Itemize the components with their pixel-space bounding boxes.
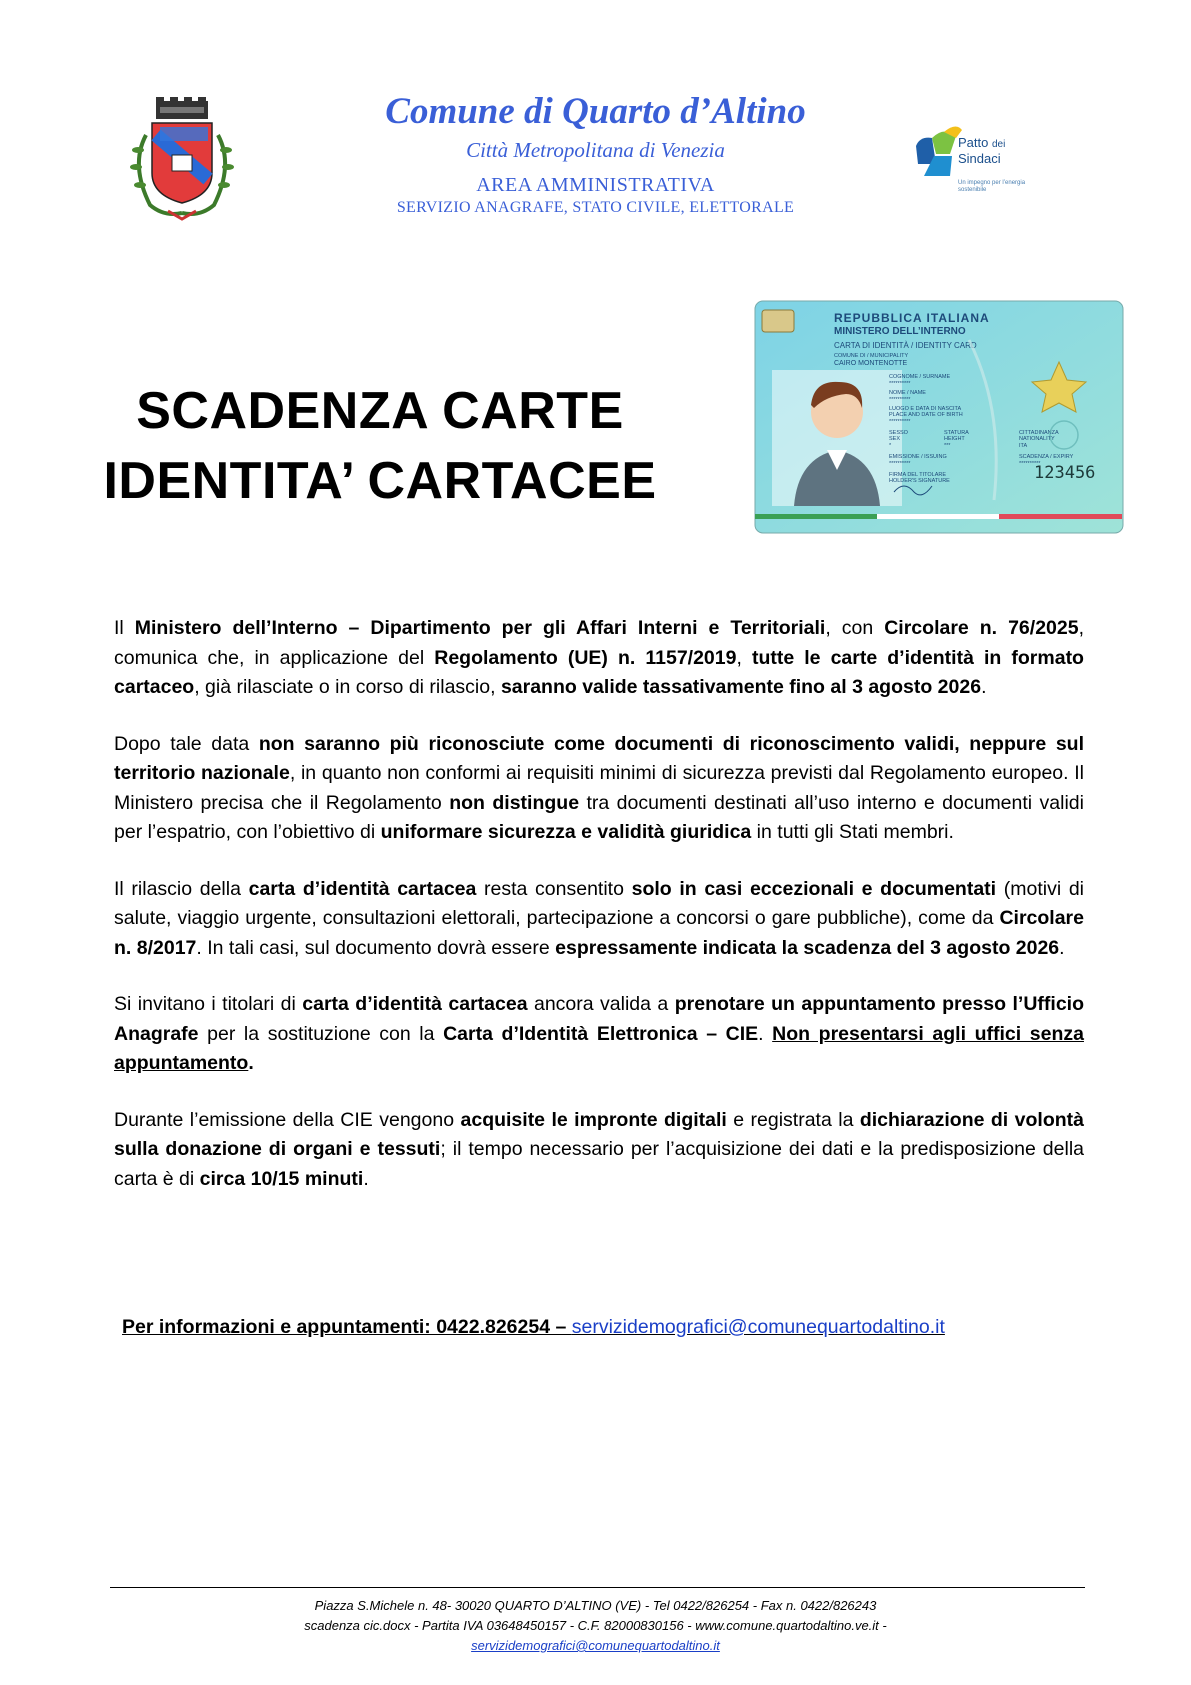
- card-birth-value: **********: [889, 419, 911, 425]
- text-run: .: [1059, 936, 1065, 959]
- paragraph: [114, 990, 1084, 1079]
- footer-address: Piazza S.Michele n. 48- 30020 QUARTO D’ALTINO (VE) - Tel 0422/826254 - Fax n. 0422/826243: [314, 1598, 877, 1613]
- card-birth-label-en: PLACE AND DATE OF BIRTH: [889, 412, 963, 418]
- paragraph: [114, 1106, 1084, 1195]
- text-run: , comunica che, in applicazione del: [114, 617, 1084, 669]
- card-surname-value: **********: [889, 381, 911, 387]
- card-ministry: MINISTERO DELL’INTERNO: [834, 326, 966, 337]
- bold-text: espressamente indicata la scadenza del 3 agosto 2026: [555, 936, 1060, 959]
- patto-logo-subtitle: Un impegno per l’energia sostenibile: [958, 180, 1026, 193]
- card-country: REPUBBLICA ITALIANA: [834, 311, 990, 325]
- footer-divider: [110, 1587, 1085, 1588]
- footer-tax-info: scadenza cic.docx - Partita IVA 03648450157 - C.F. 82000830156 - www.comune.quartodaltino.ve.it -: [304, 1618, 887, 1633]
- bold-text: prenotare un appuntamento presso l’Ufficio Anagrafe: [114, 993, 1084, 1045]
- text-run: resta consentito: [476, 877, 632, 900]
- area-name: AREA AMMINISTRATIVA: [476, 174, 715, 196]
- text-run: , già rilasciate o in corso di rilascio,: [194, 676, 501, 698]
- text-run: Il: [114, 617, 135, 639]
- paragraph: [114, 875, 1084, 964]
- card-name-label: NOME / NAME: [889, 390, 926, 396]
- card-nationality-label: CITTADINANZA: [1019, 430, 1059, 436]
- text-run: e registrata la: [726, 1108, 860, 1131]
- footer-email-link[interactable]: servizidemografici@comunequartodaltino.it: [471, 1638, 720, 1653]
- contact-email-link[interactable]: servizidemografici@comunequartodaltino.it: [571, 1316, 945, 1338]
- bold-text: non distingue: [449, 791, 580, 814]
- document-header: [0, 0, 1191, 230]
- bold-text: Circolare n. 76/2025: [884, 617, 1079, 639]
- card-municipality: CAIRO MONTENOTTE: [834, 360, 908, 367]
- text-run: ,: [736, 646, 752, 669]
- page-title-line2: IDENTITA’ CARTACEE: [103, 452, 657, 510]
- municipality-name: Comune di Quarto d’Altino: [385, 91, 806, 132]
- card-number: 123456: [1034, 463, 1096, 483]
- text-run: Il rilascio della: [114, 877, 249, 900]
- card-sex-label-en: SEX: [889, 436, 901, 442]
- card-signature-label-en: HOLDER'S SIGNATURE: [889, 478, 950, 484]
- card-height-label-en: HEIGHT: [944, 436, 965, 442]
- bold-text: carta d’identità cartacea: [302, 993, 528, 1015]
- metro-city: Città Metropolitana di Venezia: [466, 138, 725, 162]
- card-height-value: ***: [944, 443, 951, 449]
- paragraph: [114, 730, 1084, 848]
- patto-logo-text: Patto dei Sindaci: [958, 135, 1006, 166]
- page-title-line1: SCADENZA CARTE: [136, 382, 624, 440]
- card-height-label: STATURA: [944, 430, 969, 436]
- text-run: . In tali casi, sul documento dovrà essere: [196, 936, 556, 959]
- page-title: [100, 376, 660, 516]
- bold-text: .: [248, 1052, 254, 1074]
- card-nationality-label-en: NATIONALITY: [1019, 436, 1055, 442]
- card-signature-label: FIRMA DEL TITOLARE: [889, 472, 947, 478]
- bold-text: Non presentarsi agli uffici senza appuntamento: [114, 1022, 1084, 1074]
- service-name: SERVIZIO ANAGRAFE, STATO CIVILE, ELETTORALE: [396, 199, 795, 216]
- text-run: .: [981, 676, 987, 698]
- card-expiry-label: SCADENZA / EXPIRY: [1019, 454, 1074, 460]
- bold-text: saranno valide tassativamente fino al 3 agosto 2026: [500, 676, 982, 698]
- card-sex-value: *: [889, 443, 892, 449]
- bold-text: Carta d’Identità Elettronica – CIE: [443, 1022, 759, 1045]
- text-run: in tutti gli Stati membri.: [751, 821, 954, 843]
- bold-text: Circolare n. 8/2017: [114, 907, 1084, 959]
- identity-card-illustration: [754, 300, 1124, 534]
- text-run: ancora valida a: [527, 993, 675, 1015]
- card-nationality-value: ITA: [1019, 443, 1028, 449]
- text-run: Dopo tale data: [114, 732, 259, 755]
- bold-text: solo in casi eccezionali e documentati: [631, 877, 997, 900]
- bold-text: tutte le carte d’identità in formato cartaceo: [114, 646, 1084, 698]
- card-sex-label: SESSO: [889, 430, 908, 436]
- text-run: , in quanto non conformi ai requisiti minimi di sicurezza previsti dal Regolamento europeo. Il Ministero precisa che il Regolamento: [114, 762, 1085, 814]
- card-issue-value: **********: [889, 461, 911, 467]
- card-municipality-label: COMUNE DI / MUNICIPALITY: [834, 353, 909, 359]
- text-run: .: [363, 1167, 369, 1190]
- notice-body: [114, 614, 1084, 1221]
- text-run: tra documenti destinati all’uso interno e documenti validi per l’espatrio, con l’obiettivo di: [114, 791, 1084, 843]
- bold-text: uniformare sicurezza e validità giuridica: [380, 821, 752, 843]
- text-run: ; il tempo necessario per l’acquisizione dei dati e la predisposizione della carta è di: [114, 1138, 1084, 1190]
- card-issue-label: EMISSIONE / ISSUING: [889, 454, 947, 460]
- text-run: per la sostituzione con la: [198, 1022, 444, 1045]
- bold-text: Ministero dell’Interno – Dipartimento per gli Affari Interni e Territoriali: [134, 617, 826, 639]
- text-run: .: [758, 1022, 773, 1045]
- bold-text: acquisite le impronte digitali: [460, 1108, 727, 1131]
- card-type: CARTA DI IDENTITÀ / IDENTITY CARD: [834, 341, 977, 350]
- card-surname-label: COGNOME / SURNAME: [889, 374, 951, 380]
- bold-text: non saranno più riconosciute come documenti di riconoscimento validi, neppure sul territorio nazionale: [114, 732, 1084, 784]
- card-name-value: **********: [889, 397, 911, 403]
- text-run: Si invitano i titolari di: [114, 993, 303, 1015]
- text-run: Durante l’emissione della CIE vengono: [114, 1108, 461, 1131]
- contact-label: Per informazioni e appuntamenti: 0422.826254 –: [122, 1316, 572, 1338]
- text-run: (motivi di salute, viaggio urgente, consultazioni elettorali, partecipazione a concorsi o gare pubbliche), come da: [114, 877, 1085, 929]
- card-expiry-value: **********: [1019, 461, 1041, 467]
- bold-text: carta d’identità cartacea: [248, 877, 477, 900]
- text-run: , con: [825, 617, 885, 639]
- bold-text: circa 10/15 minuti: [199, 1167, 364, 1190]
- card-birth-label: LUOGO E DATA DI NASCITA: [889, 406, 962, 412]
- bold-text: Regolamento (UE) n. 1157/2019: [434, 646, 737, 669]
- bold-text: dichiarazione di volontà sulla donazione di organi e tessuti: [114, 1108, 1084, 1160]
- paragraph: [114, 614, 1084, 703]
- contact-line: [122, 1316, 1102, 1339]
